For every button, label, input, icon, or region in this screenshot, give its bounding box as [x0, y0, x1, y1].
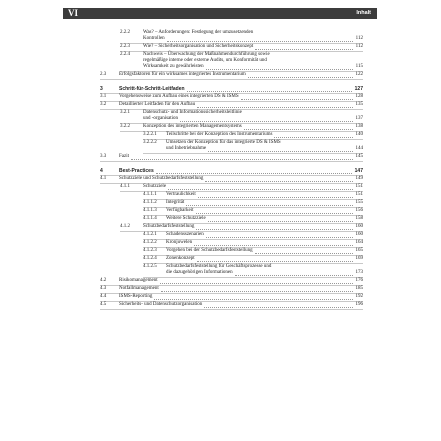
toc-page-number: 122	[355, 72, 363, 77]
entry-divider	[100, 79, 363, 80]
dotted-leader	[235, 270, 353, 276]
toc-entry-title: Risikomanagement	[119, 278, 158, 283]
toc-entry-number: 2.3	[100, 72, 107, 77]
dotted-leader	[248, 72, 353, 78]
toc-entry-number: 4.5	[100, 302, 107, 307]
toc-page-number: 151	[355, 184, 363, 189]
toc-entry-number: 4.1.2.5	[143, 264, 157, 269]
toc-page-number: 160	[355, 232, 363, 237]
dotted-leader	[196, 208, 353, 214]
toc-entry-number: 4	[100, 168, 103, 174]
dotted-leader	[208, 216, 353, 222]
toc-page-number: 115	[355, 64, 363, 69]
page-header	[63, 8, 377, 19]
toc-entry-number: 2.2.2	[120, 30, 130, 35]
toc-entry-title: regelmäßige interne oder externe Audits, um Konformität und	[143, 58, 267, 63]
toc-entry-title: Schutzziele	[143, 184, 167, 189]
toc-page-number: 145	[355, 154, 363, 159]
toc-page-number: 196	[355, 302, 363, 307]
toc-entry-number: 4.1.2.1	[143, 232, 157, 237]
toc-entry-number: 4.1.1.3	[143, 208, 157, 213]
toc-entry-title: Sicherheits- und Datenschutzorganisation	[119, 302, 203, 307]
toc-page-number: 156	[355, 208, 363, 213]
dotted-leader	[255, 44, 352, 50]
toc-page-number: 185	[355, 286, 363, 291]
toc-entry-title: die dazugehörigen Informationen	[166, 270, 233, 275]
toc-entry-number: 3.2.2	[120, 124, 130, 129]
dotted-leader	[156, 168, 352, 174]
toc-entry-title: Kronjuwelen	[166, 240, 193, 245]
toc-entry-number: 3.3	[100, 154, 107, 159]
dotted-leader	[161, 286, 353, 292]
dotted-leader	[255, 248, 353, 254]
toc-entry-number: 3.2	[100, 102, 107, 107]
toc-page-number: 128	[355, 94, 363, 99]
toc-entry-title: Vorgehensweise zum Aufbau eines integrierten DS & ISMS	[119, 94, 239, 99]
toc-entry-number: 4.1	[100, 176, 107, 181]
toc-entry-title: Integrität	[166, 200, 185, 205]
toc-entry-title: und Inbetriebnahme	[166, 146, 207, 151]
dotted-leader	[168, 184, 352, 190]
toc-page-number: 176	[355, 278, 363, 283]
entry-divider	[100, 161, 363, 162]
toc-entry-number: 3	[100, 86, 103, 92]
toc-entry-title: Was? – Anforderungen: Festlegung der umzusetzenden	[143, 30, 254, 35]
dotted-leader	[241, 94, 353, 100]
toc-entry-number: 3.2.2.1	[143, 132, 157, 137]
toc-page-number: 112	[355, 36, 363, 41]
toc-entry-number: 4.1.2.4	[143, 256, 157, 261]
toc-entry-title: Notfallmanagement	[119, 286, 159, 291]
dotted-leader	[196, 224, 352, 230]
toc-page-number: 135	[355, 102, 363, 107]
toc-page-number: 160	[355, 224, 363, 229]
dotted-leader	[131, 154, 353, 160]
dotted-leader	[194, 240, 352, 246]
running-title: Inhalt	[356, 10, 371, 16]
toc-entry-title: Umsetzen der Konzeption für das integrierte DS & ISMS	[166, 140, 281, 145]
toc-page-number: 147	[354, 168, 363, 174]
toc-entry-number: 4.1.1.1	[143, 192, 157, 197]
dotted-leader	[197, 102, 352, 108]
toc-page-number: 127	[354, 86, 363, 92]
toc-entry-title: Konzeption des integrierten Managementsystems	[143, 124, 242, 129]
page-number-roman: VI	[68, 8, 79, 18]
toc-entry-title: Best-Practices	[119, 168, 154, 174]
toc-page-number: 173	[355, 270, 363, 275]
toc-page-number: 144	[355, 146, 363, 151]
dotted-leader	[204, 302, 352, 308]
dotted-leader	[205, 176, 352, 182]
dotted-leader	[186, 200, 352, 206]
toc-entry-title: Datenschutz- und Informationssicherheitsleitlinie	[143, 110, 242, 115]
toc-page-number: 151	[355, 192, 363, 197]
dotted-leader	[180, 116, 352, 122]
toc-page-number: 149	[355, 176, 363, 181]
toc-entry-title: Schutzbedarfsfeststellung	[143, 224, 195, 229]
toc-page-number: 165	[355, 248, 363, 253]
toc-entry-title: Nachweis – Überwachung der Maßnahmendurchführung sowie	[143, 52, 270, 57]
toc-entry-title: Teilschritte bei der Konzeption des Instrumentariums	[166, 132, 273, 137]
toc-entry-title: Schutzziele und Schutzbedarfsfeststellung	[119, 176, 204, 181]
toc-entry-title: Detaillierter Leitfaden für den Aufbau	[119, 102, 196, 107]
toc-entry-title: und -organisation	[143, 116, 179, 121]
toc-entry-number: 2.2.3	[120, 44, 130, 49]
toc-entry-number: 4.1.1.2	[143, 200, 157, 205]
toc-entry-title: Verfügbarkeit	[166, 208, 194, 213]
dotted-leader	[274, 132, 352, 138]
dotted-leader	[244, 124, 353, 130]
toc-entry-title: Schritt-für-Schritt-Leitfaden	[119, 86, 185, 92]
toc-page-number: 155	[355, 200, 363, 205]
toc-entry-number: 4.3	[100, 286, 107, 291]
dotted-leader	[167, 36, 353, 42]
toc-page-number: 140	[355, 132, 363, 137]
toc-entry-number: 3.2.1	[120, 110, 130, 115]
dotted-leader	[187, 86, 352, 92]
toc-entry-number: 4.2	[100, 278, 107, 283]
dotted-leader	[206, 232, 353, 238]
dotted-leader	[208, 146, 352, 152]
toc-entry-title: Vorgehen bei der Schutzbedarfsfeststellung	[166, 248, 253, 253]
toc-entry-title: Schadensszenarien	[166, 232, 204, 237]
dotted-leader	[206, 64, 353, 70]
toc-entry-title: Zonenkonzept	[166, 256, 195, 261]
toc-entry-number: 4.4	[100, 294, 107, 299]
toc-entry-title: Schutzbedarfsfeststellung für Geschäftsprozesse und	[166, 264, 272, 269]
toc-entry-number: 4.1.2	[120, 224, 130, 229]
toc-entry-number: 2.2.4	[120, 52, 130, 57]
toc-entry-number: 4.1.2.2	[143, 240, 157, 245]
toc-entry-title: Fazit	[119, 154, 129, 159]
toc-entry-title: Wirksamkeit zu gewährleisten	[143, 64, 204, 69]
dotted-leader	[198, 192, 353, 198]
toc-entry-number: 3.1	[100, 94, 107, 99]
toc-page-number: 192	[355, 294, 363, 299]
entry-divider	[100, 309, 363, 310]
toc-page-number: 164	[355, 240, 363, 245]
toc-page-number: 137	[355, 116, 363, 121]
toc-page-number: 158	[355, 216, 363, 221]
toc-entry-title: Erfolgsfaktoren für ein wirksames integriertes Instrumentarium	[119, 72, 246, 77]
toc-entry-number: 4.1.1	[120, 184, 130, 189]
toc-entry-title: Wie? – Sicherheitsorganisation und Sicherheitskonzept	[143, 44, 254, 49]
toc-page-number: 169	[355, 256, 363, 261]
toc-page-number: 112	[355, 44, 363, 49]
toc-page-number: 138	[355, 124, 363, 129]
toc-entry-title: Kontrollen	[143, 36, 165, 41]
toc-entry-title: Weitere Schutzziele	[166, 216, 206, 221]
toc-entry-number: 4.1.2.3	[143, 248, 157, 253]
toc-entry-number: 3.2.2.2	[143, 140, 157, 145]
toc-entry-title: ISMS-Reporting	[119, 294, 153, 299]
dotted-leader	[154, 294, 352, 300]
dotted-leader	[197, 256, 353, 262]
toc-entry-title: Vertraulichkeit	[166, 192, 196, 197]
dotted-leader	[160, 278, 353, 284]
toc-entry-number: 4.1.1.4	[143, 216, 157, 221]
